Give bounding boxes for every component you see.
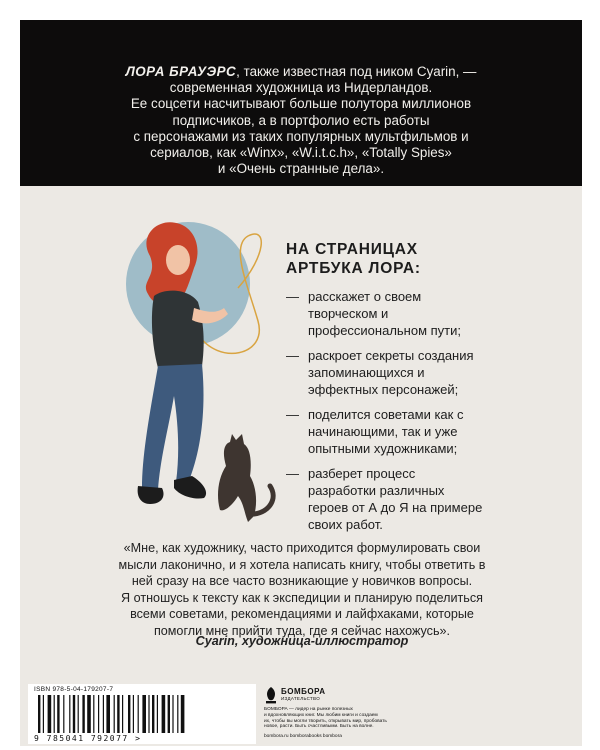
barcode-bar — [181, 695, 185, 733]
book-back-cover — [20, 20, 582, 746]
contents-list — [286, 288, 536, 533]
barcode-bar — [114, 695, 115, 733]
barcode-bar — [69, 695, 70, 733]
barcode-bar — [117, 695, 119, 733]
barcode-bar — [172, 695, 173, 733]
barcode-bar — [103, 695, 104, 733]
barcode-bar — [148, 695, 149, 733]
face — [166, 245, 190, 275]
barcode-bar — [87, 695, 91, 733]
jeans — [142, 364, 204, 490]
barcode-bar — [168, 695, 170, 733]
barcode-bar — [82, 695, 84, 733]
barcode-bar — [78, 695, 79, 733]
list-item: — поделится советами как с начинающими, так и уже опытными художниками; — [286, 407, 464, 456]
publisher-subtitle: ИЗДАТЕЛЬСТВО — [281, 696, 321, 701]
barcode-bar — [38, 695, 40, 733]
barcode-bar — [73, 695, 75, 733]
barcode-bar — [142, 695, 146, 733]
book-contents-section — [286, 240, 536, 541]
barcode-bar — [157, 695, 158, 733]
author-bio — [70, 64, 532, 177]
barcode-bar — [43, 695, 44, 733]
barcode-bar — [128, 695, 130, 733]
barcode-bar — [98, 695, 99, 733]
barcode-bar — [162, 695, 166, 733]
contents-heading: НА СТРАНИЦАХ АРТБУКА ЛОРА: — [286, 241, 421, 277]
bio-line-1: ЛОРА БРАУЭРС, также известная под ником Cyarin, — — [125, 64, 477, 79]
quote-signature: Cyarin, художница-иллюстратор — [195, 634, 409, 648]
bio-line-3: Ее соцсети насчитывают больше полутора миллионов — [130, 96, 472, 112]
cat — [218, 434, 256, 522]
sneaker-right — [174, 476, 206, 499]
barcode-bar — [57, 695, 59, 733]
barcode-bar — [93, 695, 94, 733]
list-item: — разберет процесс разработки различных героев от А до Я на примере своих работ. — [286, 466, 483, 532]
top-black-band — [20, 20, 582, 186]
barcode-bar — [54, 695, 55, 733]
list-item: — раскроет секреты создания запоминающихся и эффектных персонажей; — [286, 348, 474, 397]
barcode-bar — [63, 695, 64, 733]
bombora-logo-icon — [264, 686, 278, 704]
barcode-bar — [138, 695, 139, 733]
barcode-bar — [48, 695, 52, 733]
publisher-block — [264, 686, 424, 744]
bio-line-7: и «Очень странные дела». — [217, 161, 385, 177]
list-item: — расскажет о своем творческом и профессиональном пути; — [286, 289, 462, 338]
publisher-name: БОМБОРА — [281, 687, 326, 696]
bio-line-4: подписчиков, а в портфолио есть работы — [172, 112, 430, 128]
barcode-bar — [177, 695, 178, 733]
barcode — [36, 695, 246, 733]
bio-line-6: сериалов, как «Winx», «W.i.t.c.h», «Totally Spies» — [150, 145, 452, 161]
publisher-social-links: bombora.ru bomborabooks bombora — [264, 734, 342, 739]
isbn-barcode-block — [28, 684, 256, 744]
bio-line-2: современная художница из Нидерландов. — [169, 80, 433, 96]
sneaker-left — [138, 486, 164, 504]
shirt — [152, 291, 204, 368]
barcode-bar — [122, 695, 123, 733]
barcode-number: 9 785041 792077 > — [34, 734, 142, 743]
artist-illustration — [98, 216, 298, 536]
publisher-description: БОМБОРА — лидер на рынке полезных и вдохновляющих книг. Мы любим книги и создаем их, чтобы вы могли творить, открывать мир, пробовать новое, расти. Быть счастливыми. Быть на волне. — [264, 707, 387, 730]
barcode-bar — [133, 695, 134, 733]
isbn-label: ISBN 978-5-04-179207-7 — [34, 686, 114, 693]
barcode-bar — [152, 695, 154, 733]
bio-line-5: с персонажами из таких популярных мультфильмов и — [133, 128, 469, 144]
author-quote: «Мне, как художнику, часто приходится формулировать свои мысли лаконично, и я хотела написать книгу, чтобы ответить в ней сразу на все часто возникающие у новичков вопросы. Я отношусь к тексту как к экспедиции и планирую поделиться всеми советами, рекомендациями и лайфхаками, которые помогли мне прийти туда, где я сейчас нахожусь». — [118, 541, 486, 638]
cat-tail — [254, 486, 273, 514]
barcode-bar — [106, 695, 110, 733]
author-name: ЛОРА БРАУЭРС — [125, 64, 237, 79]
